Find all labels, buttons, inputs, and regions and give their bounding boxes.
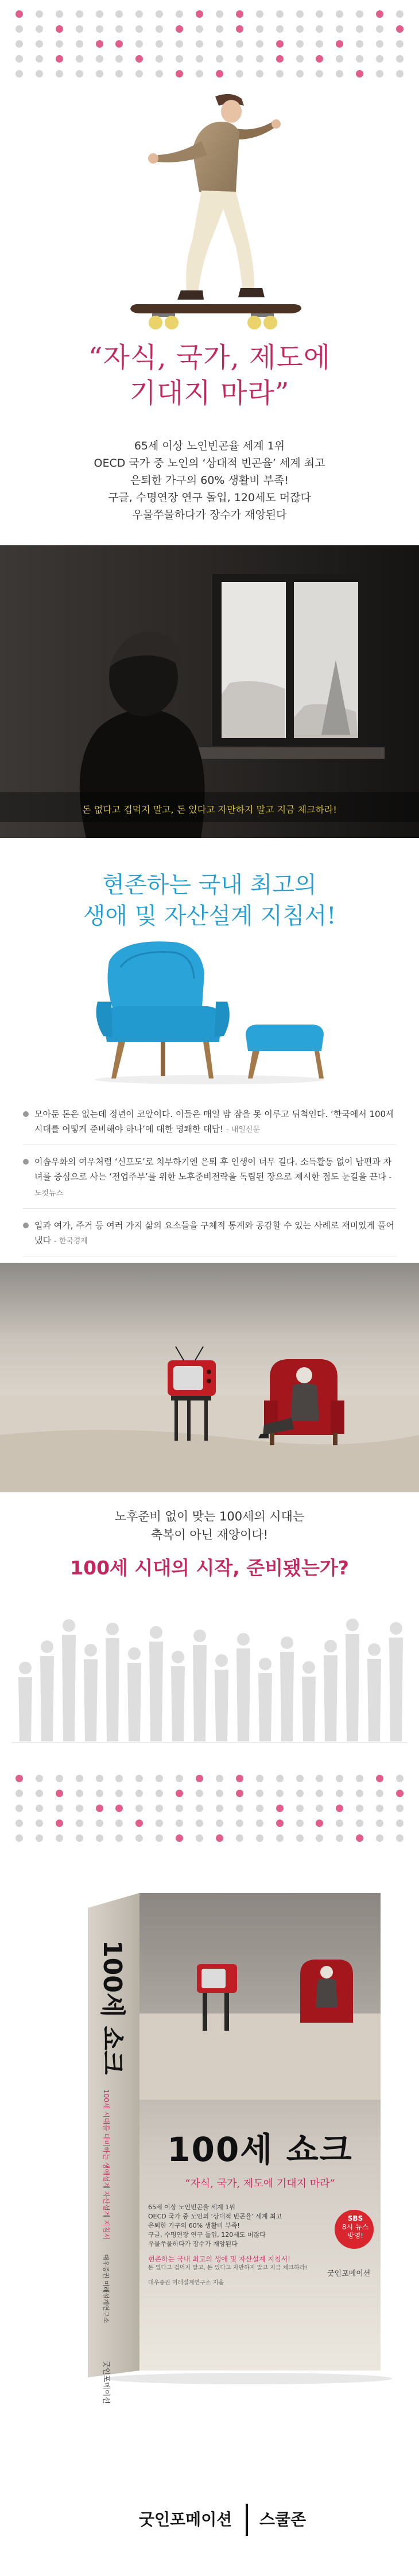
decor-dot [336,1775,343,1782]
decor-dot [156,1820,163,1827]
decor-dot [96,25,103,33]
decor-dot [15,1834,23,1842]
decor-dot [236,1775,243,1782]
decor-dot [256,1775,263,1782]
decor-dot [56,10,63,18]
people-silhouettes-illustration [0,1597,419,1746]
decor-dot [76,55,83,63]
decor-dot [156,1790,163,1797]
decor-dot [36,1820,43,1827]
window-photo-caption: 돈 없다고 겁먹지 말고, 돈 있다고 자만하지 말고 지금 체크하라! [82,804,337,815]
person-silhouette [324,1640,337,1741]
window-photo-section [0,545,419,838]
decor-dot [56,70,63,77]
decor-dot [336,1805,343,1812]
person-silhouette [193,1630,207,1741]
review-source: - 내일신문 [226,1126,261,1134]
person-silhouette [389,1622,403,1741]
decor-dot [356,1834,363,1842]
cover-fact-line: 구글, 수명연장 연구 돌입, 120세도 머잖다 [148,2231,266,2239]
spine-publisher: 굿인포메이션 [102,2360,110,2404]
decor-dot [376,55,383,63]
book-front-text [139,2123,381,2190]
decor-dot [236,40,243,48]
decor-dot [196,55,203,63]
guide-section [0,838,419,1263]
decor-dot [96,55,103,63]
decor-dot [356,10,363,18]
decor-dot [115,1834,123,1842]
decor-dot [376,1775,383,1782]
spine-title: 100세 쇼크 [98,1940,127,2075]
decor-dot [196,25,203,33]
decor-dot [135,70,143,77]
century-subtitle-line2: 축복이 아닌 재앙이다! [150,1528,269,1542]
decor-dot [216,10,223,18]
decor-dot [296,55,304,63]
decor-dot [216,40,223,48]
intro-title-line1: “자식, 국가, 제도에 [88,342,331,374]
decor-dot [236,1834,243,1842]
review-text: 이솝우화의 여우처럼 ‘신포도’로 치부하기엔 은퇴 후 인생이 너무 길다. 소득활동 없이 남편과 자녀를 중심으로 사는 ‘전업주부’를 위한 노후준비전략을 독립된 장으로 제시한 점도 눈길을 끈다 [34,1157,392,1182]
decor-dot [96,1775,103,1782]
decor-dot [276,40,284,48]
person-silhouette [127,1647,141,1741]
decor-dot [176,1775,183,1782]
decor-dot [176,1805,183,1812]
decor-dot [236,70,243,77]
decor-dot [356,25,363,33]
cover-fact-line: 65세 이상 노인빈곤율 세계 1위 [148,2203,235,2211]
bullet-icon [23,1223,29,1228]
decor-dot [115,10,123,18]
decor-dot [56,40,63,48]
decor-dot [216,1834,223,1842]
book-cover-section [0,1871,419,2576]
intro-facts [0,437,419,523]
decor-dot [76,1834,83,1842]
person-silhouette [18,1662,32,1741]
decor-dot [356,70,363,77]
decor-dot [96,70,103,77]
blue-armchair-illustration [86,938,333,1088]
intro-fact-line: 은퇴한 가구의 60% 생활비 부족! [130,474,289,487]
decor-dot [115,70,123,77]
decor-dot [135,1790,143,1797]
decor-dot [196,70,203,77]
decor-dot [196,1775,203,1782]
decor-dot [236,1790,243,1797]
decor-dot [396,70,404,77]
decor-dot [176,55,183,63]
decor-dot [96,1834,103,1842]
desert-photo-section [0,1263,419,1492]
decor-dot [396,1820,404,1827]
decor-dot [76,1805,83,1812]
guide-title [0,870,419,932]
cover-author: 대우증권 미래설계연구소 지음 [148,2280,224,2286]
badge-line1: SBS [347,2214,363,2222]
decor-dot [316,40,323,48]
decor-dot [115,40,123,48]
decor-dot [356,1790,363,1797]
decor-dot [316,10,323,18]
decor-dot [316,55,323,63]
decor-dot [276,55,284,63]
decor-dot [376,1805,383,1812]
decor-dot [376,40,383,48]
decor-dot [276,1790,284,1797]
decor-dot [396,1790,404,1797]
decor-dot [135,1834,143,1842]
decor-dot [15,1790,23,1797]
decor-dot [56,1834,63,1842]
decor-dot [56,1805,63,1812]
decor-dot [316,1820,323,1827]
decor-dot [256,25,263,33]
decor-dot [336,10,343,18]
decor-dot [156,55,163,63]
decor-dot [115,25,123,33]
decor-dot [296,70,304,77]
decor-dot [276,25,284,33]
decor-dot [316,25,323,33]
decor-dot [156,70,163,77]
decor-dot [176,10,183,18]
decor-dot [76,10,83,18]
decor-dot [356,55,363,63]
decor-dot [196,10,203,18]
decor-dot [296,1820,304,1827]
decor-dot [216,1775,223,1782]
decor-dot [296,1775,304,1782]
person-silhouette [62,1619,76,1741]
decor-dot [15,70,23,77]
decor-dot [256,40,263,48]
decor-dot [76,1775,83,1782]
intro-fact-line: 65세 이상 노인빈곤율 세계 1위 [134,440,285,452]
decor-dot [276,70,284,77]
bullet-icon [23,1159,29,1165]
decor-dot [316,1775,323,1782]
decor-dot [316,70,323,77]
decor-dot [135,10,143,18]
decor-dot [336,1834,343,1842]
decor-dot [336,25,343,33]
cover-pink-line: 현존하는 국내 최고의 생애 및 자산설계 지침서! [148,2255,290,2263]
decor-dot [176,1834,183,1842]
decor-dot [296,25,304,33]
decor-dot [96,1790,103,1797]
decor-dot [115,1805,123,1812]
decor-dot [216,70,223,77]
book-spine [86,1940,138,2411]
decor-dot [316,1805,323,1812]
person-silhouette [149,1626,163,1741]
decor-dot [396,10,404,18]
person-silhouette [84,1644,98,1741]
review-text: 일과 여가, 주거 등 여러 가지 삶의 요소들을 구체적 통계와 공감할 수 있는 사례로 재미있게 풀어냈다 [34,1220,394,1246]
elderly-skateboarder-photo [100,86,319,350]
century-section [0,1492,419,1871]
decor-dot [196,1805,203,1812]
book-cover-facts [148,2203,320,2288]
decor-dot [115,55,123,63]
decor-dot [296,10,304,18]
decor-dot [236,55,243,63]
review-text: 모아둔 돈은 없는데 정년이 코앞이다. 이들은 매일 밤 잠을 못 이루고 뒤척인다. ‘한국에서 100세 시대를 어떻게 준비해야 하나’에 대한 명쾌한 대답! [34,1109,394,1134]
logo-divider [246,2504,248,2536]
decor-dot [396,1834,404,1842]
intro-section [0,0,419,545]
decor-dot [256,1805,263,1812]
decor-dot [336,40,343,48]
decor-dot [396,25,404,33]
decor-dot [135,1820,143,1827]
badge-line2: 8시 뉴스 [342,2223,369,2231]
decor-dot [336,55,343,63]
decor-dot [76,40,83,48]
decor-dot [76,1790,83,1797]
person-silhouette [106,1623,119,1741]
decor-dot [56,1775,63,1782]
decor-dot [36,1775,43,1782]
decor-dot [135,55,143,63]
publisher-logo-right: 스쿨존 [259,2510,307,2529]
decor-dot [276,1820,284,1827]
decor-dot [115,1775,123,1782]
decor-dot [276,1834,284,1842]
cover-small-line: 돈 없다고 겁먹지 말고, 돈 있다고 자만하지 말고 지금 체크하라! [148,2265,308,2271]
decor-dot [296,40,304,48]
publisher-logos [0,2497,419,2548]
person-silhouette [346,1619,359,1741]
decor-dot [236,10,243,18]
badge-line3: 방영! [347,2232,363,2240]
cover-fact-line: 우물쭈물하다가 장수가 재앙된다 [148,2240,238,2248]
decor-dot [56,1820,63,1827]
decor-dot [256,55,263,63]
bullet-icon [23,1111,29,1117]
decor-dot [336,1820,343,1827]
decor-dot [135,25,143,33]
decor-dot [256,1790,263,1797]
decor-dot [216,55,223,63]
decor-dot [36,1805,43,1812]
decor-dot [96,1820,103,1827]
decor-dot [296,1805,304,1812]
decor-dot [56,25,63,33]
decor-dot [256,1820,263,1827]
century-subtitle-line1: 노후준비 없이 맞는 100세의 시대는 [114,1510,305,1523]
decor-dot [36,40,43,48]
decor-dot [216,1820,223,1827]
person-silhouette [367,1643,381,1741]
guide-title-line2: 생애 및 자산설계 지침서! [83,903,336,929]
decor-dot [296,1834,304,1842]
decor-dot [56,55,63,63]
decor-dot [96,40,103,48]
decor-dot [276,1805,284,1812]
decor-dot [396,1805,404,1812]
decor-dot [156,40,163,48]
decor-dot [15,40,23,48]
book-cover-quote: “자식, 국가, 제도에 기대지 마라” [185,2178,335,2190]
decor-dot [36,70,43,77]
decor-dot [356,40,363,48]
decor-dot [216,1790,223,1797]
decor-dot [396,1775,404,1782]
decor-dot [296,1790,304,1797]
decor-dot [156,1805,163,1812]
intro-title [0,340,419,411]
person-silhouette [302,1661,316,1741]
intro-title-line2: 기대지 마라” [129,377,290,409]
decor-dot [316,1834,323,1842]
decor-dot [376,1820,383,1827]
intro-fact-line: 구글, 수명연장 연구 돌입, 120세도 머잖다 [108,491,311,504]
person-silhouette [258,1658,272,1741]
decor-dot [15,10,23,18]
decor-dot [196,40,203,48]
decor-dot [236,1820,243,1827]
decor-dot [376,1834,383,1842]
decor-dot [176,40,183,48]
decor-dot [276,10,284,18]
publisher-logo-left: 굿인포메이션 [139,2510,232,2529]
decor-dot [336,70,343,77]
cover-publisher: 굿인포메이션 [327,2269,371,2278]
spine-author: 대우증권 미래설계연구소 [102,2254,110,2323]
decor-dot [216,25,223,33]
decor-dot [156,1834,163,1842]
press-review-item [23,1218,396,1256]
spine-subtitle: 100세 시대를 대비하는 생애설계 자산설계 지침서 [102,2089,110,2240]
cover-fact-line: 은퇴한 가구의 60% 생활비 부족! [148,2222,240,2229]
person-silhouette [280,1636,294,1741]
century-subtitle [0,1507,419,1544]
decor-dot [15,1820,23,1827]
person-silhouette [215,1654,228,1741]
decor-dot [96,1805,103,1812]
decor-dot [176,25,183,33]
decor-dot [236,1805,243,1812]
decor-dot [76,1820,83,1827]
press-review-item [23,1107,396,1145]
old-man-tv-desert-photo [0,1263,419,1492]
century-headline: 100세 시대의 시작, 준비됐는가? [70,1557,349,1579]
decor-dot [256,1834,263,1842]
press-review-item [23,1154,396,1209]
decor-dot [135,1775,143,1782]
decor-dot [76,70,83,77]
person-silhouette [171,1651,185,1741]
dot-pattern-bottom [9,1775,410,1842]
decor-dot [156,10,163,18]
decor-dot [76,25,83,33]
decor-dot [36,10,43,18]
decor-dot [36,25,43,33]
review-source: - 노컷뉴스 [34,1173,392,1198]
decor-dot [36,1834,43,1842]
decor-dot [15,1805,23,1812]
decor-dot [36,55,43,63]
decor-dot [396,40,404,48]
person-silhouette [40,1640,54,1741]
old-man-window-photo [0,545,419,838]
decor-dot [15,25,23,33]
decor-dot [376,10,383,18]
decor-dot [15,1775,23,1782]
decor-dot [135,1805,143,1812]
book-cover-title: 100세 쇼크 [167,2130,353,2169]
cover-fact-line: OECD 국가 중 노인의 ‘상대적 빈곤율’ 세계 최고 [148,2213,282,2220]
decor-dot [36,1790,43,1797]
intro-fact-line: 우물쭈물하다가 장수가 재앙된다 [132,509,287,521]
decor-dot [196,1834,203,1842]
decor-dot [176,1820,183,1827]
decor-dot [15,55,23,63]
decor-dot [256,10,263,18]
decor-dot [376,70,383,77]
decor-dot [396,55,404,63]
decor-dot [96,10,103,18]
book-spine-text [96,1940,133,2404]
sbs-badge [335,2214,375,2240]
decor-dot [196,1790,203,1797]
decor-dot [216,1805,223,1812]
decor-dot [316,1790,323,1797]
decor-dot [256,70,263,77]
review-source: - 한국경제 [53,1237,88,1246]
decor-dot [336,1790,343,1797]
decor-dot [356,1805,363,1812]
decor-dot [176,70,183,77]
decor-dot [376,1790,383,1797]
dot-pattern-top [9,10,410,77]
person-silhouette [236,1633,250,1741]
guide-title-line1: 현존하는 국내 최고의 [102,872,317,898]
decor-dot [176,1790,183,1797]
decor-dot [115,1790,123,1797]
decor-dot [156,1775,163,1782]
decor-dot [376,25,383,33]
decor-dot [115,1820,123,1827]
decor-dot [276,1775,284,1782]
decor-dot [156,25,163,33]
decor-dot [236,25,243,33]
decor-dot [56,1790,63,1797]
decor-dot [196,1820,203,1827]
decor-dot [135,40,143,48]
decor-dot [356,1775,363,1782]
decor-dot [356,1820,363,1827]
intro-fact-line: OECD 국가 중 노인의 ‘상대적 빈곤율’ 세계 최고 [94,457,325,470]
